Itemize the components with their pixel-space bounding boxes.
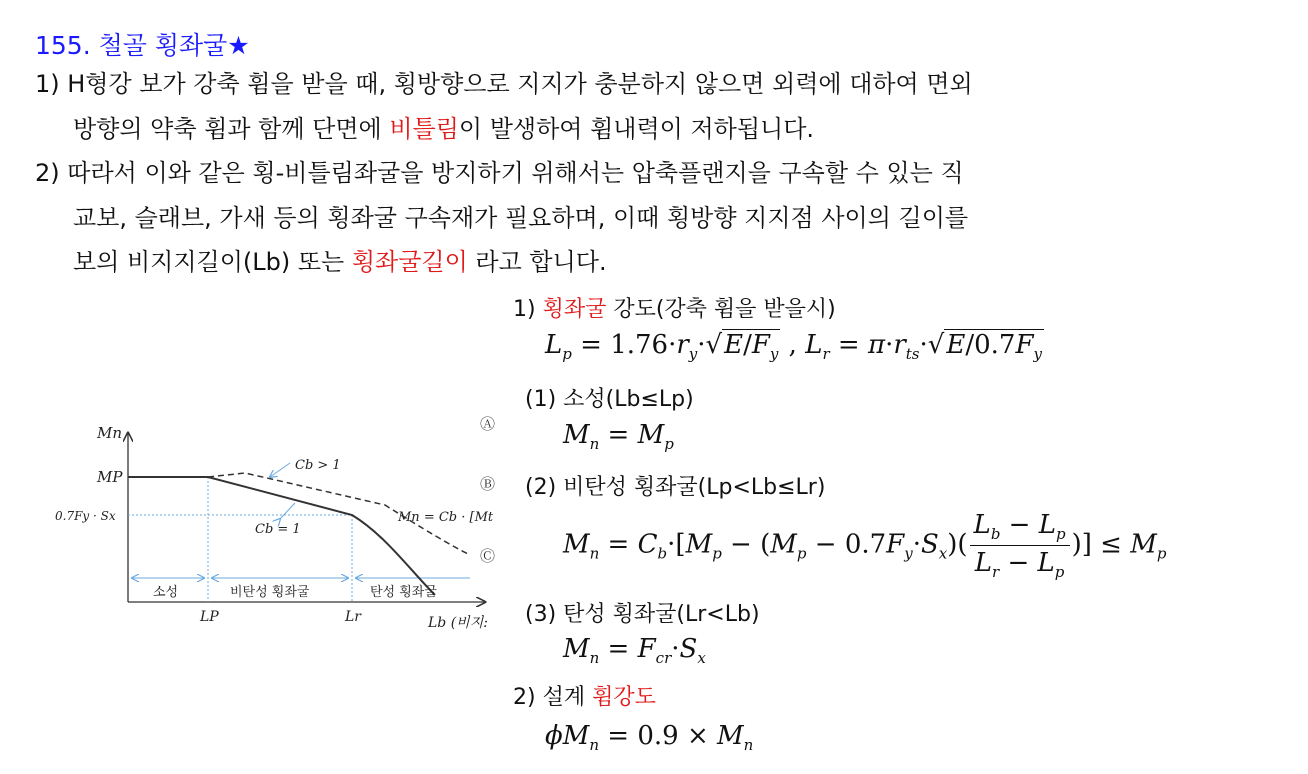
strength-heading xyxy=(513,292,836,323)
case-plastic-label: (1) 소성(Lb≤Lp) xyxy=(525,387,694,412)
marker-a: Ⓐ xyxy=(480,415,496,433)
paragraph-1-line-1: 1) H형강 보가 강축 휨을 받을 때, 횡방향으로 지지가 충분하지 않으면 외력에 대하여 면외 xyxy=(35,70,973,98)
paragraph-2-line-2: 교보, 슬래브, 가새 등의 횡좌굴 구속재가 필요하며, 이때 횡방향 지지점 사이의 길이를 xyxy=(73,204,969,232)
y-axis-label: Mn xyxy=(97,424,123,442)
cb-eq-label: Cb = 1 xyxy=(255,522,301,537)
p2-highlight-buckling-length: 횡좌굴길이 xyxy=(351,248,468,276)
case-inelastic-label: (2) 비탄성 횡좌굴(Lp<Lb≤Lr) xyxy=(525,475,826,500)
zone-elastic-label: 탄성 횡좌굴 xyxy=(370,585,437,600)
formula-design: $\phi M_n = 0.9 \times M_n$ xyxy=(545,721,754,754)
p2-text-b: 라고 합니다. xyxy=(467,248,607,276)
formula-case-plastic: $M_n = M_p$ xyxy=(563,420,674,453)
x-lr-label: Lr xyxy=(345,609,361,625)
formula-case-elastic: $M_n = F_{cr}\cdot S_x$ xyxy=(563,634,706,667)
x-lb-label: Lb (비지: xyxy=(428,615,488,631)
moment-capacity-graph xyxy=(40,405,500,640)
marker-b: Ⓑ xyxy=(480,475,496,493)
strength-heading-rest: 강도(강축 휨을 받을시) xyxy=(606,297,836,322)
zone-plastic-label: 소성 xyxy=(153,585,179,600)
case-elastic-label: (3) 탄성 횡좌굴(Lr<Lb) xyxy=(525,602,760,627)
cb-eq-arrow xyxy=(280,503,295,519)
strength-heading-num: 1) xyxy=(513,297,543,322)
x-lp-label: LP xyxy=(200,609,219,625)
page-title: 155. 철골 횡좌굴★ xyxy=(35,31,250,60)
cb-gt-label: Cb > 1 xyxy=(295,458,341,473)
marker-c: Ⓒ xyxy=(480,547,496,565)
formula-lp-lr: $L_p = 1.76\cdot r_y\cdot√E/F_y$ , $L_r = \pi\cdot r_{ts}\cdot√E/0.7F_y$ xyxy=(545,330,1042,363)
design-factor: 0.9 xyxy=(637,721,679,751)
formula-case-inelastic: $M_n = C_b\cdot[M_p - (M_p - 0.7F_y\cdot S_x)$( $\frac{L_b - L_p}{L_r - L_p}$ )] ≤ $M_p$ xyxy=(563,510,1167,581)
mn-eq-label: Mn = Cb · [Mt xyxy=(398,510,494,525)
paragraph-1-line-2 xyxy=(73,107,814,152)
cb-gt-arrow xyxy=(270,463,290,477)
y-mr-label: 0.7Fy · Sx xyxy=(55,509,116,523)
y-mp-label: MP xyxy=(97,468,123,486)
design-heading xyxy=(513,680,656,711)
p1-highlight-torsion: 비틀림 xyxy=(389,115,459,143)
p1-text-a: 방향의 약축 휨과 함께 단면에 xyxy=(73,115,390,143)
design-heading-red: 휨강도 xyxy=(592,685,656,710)
paragraph-2-line-1: 2) 따라서 이와 같은 횡-비틀림좌굴을 방지하기 위해서는 압축플랜지을 구속할 수 있는 직 xyxy=(35,159,964,187)
p1-text-b: 이 발생하여 휨내력이 저하됩니다. xyxy=(458,115,815,143)
paragraph-2-line-3 xyxy=(73,240,607,285)
zone-inelastic-label: 비탄성 횡좌굴 xyxy=(230,585,310,600)
design-heading-num: 2) 설계 xyxy=(513,685,593,710)
strength-heading-red: 횡좌굴 xyxy=(542,297,607,322)
p2-text-a: 보의 비지지길이(Lb) 또는 xyxy=(73,248,352,276)
